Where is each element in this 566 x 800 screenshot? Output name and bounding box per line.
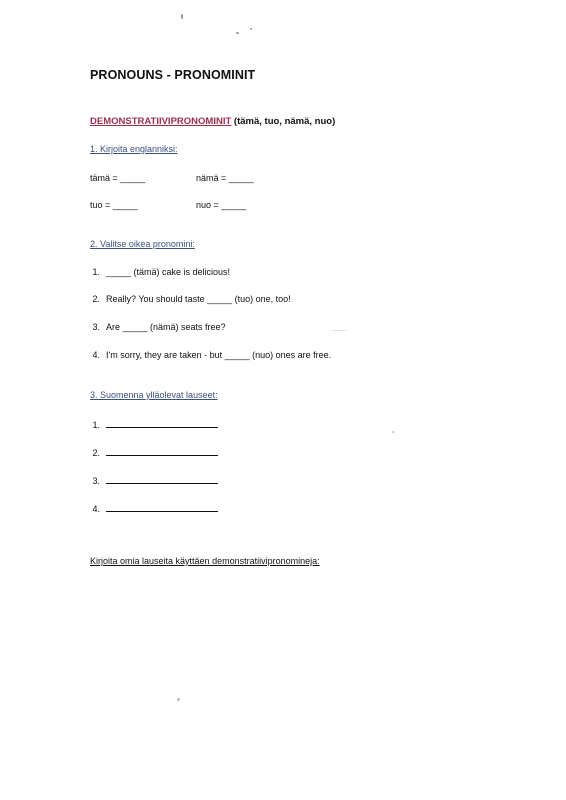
scan-speck [236, 32, 239, 34]
item-sentence: _____ (tämä) cake is delicious! [106, 267, 231, 277]
section1-item-tama: tämä = _____ [90, 173, 146, 183]
section3-item [84, 446, 218, 458]
item-number: 1. [92, 267, 100, 277]
section1-item-nama: nämä = _____ [196, 173, 254, 183]
item-sentence: Are _____ (nämä) seats free? [106, 322, 226, 332]
item-number: 2. [92, 294, 100, 304]
demonstrative-heading [90, 116, 335, 127]
section2-item [84, 322, 226, 332]
section2-item [84, 294, 291, 304]
section1-item-tuo: tuo = _____ [90, 200, 138, 210]
answer-blank-line [106, 446, 218, 456]
item-number: 2. [92, 448, 100, 458]
section3-item [84, 418, 218, 430]
item-number: 1. [92, 420, 100, 430]
section1-heading: 1. Kirjoita englanniksi: [90, 144, 178, 154]
section3-item [84, 502, 218, 514]
answer-blank-line [106, 502, 218, 512]
item-sentence: Really? You should taste _____ (tuo) one, too! [106, 294, 291, 304]
scan-speck [177, 698, 180, 701]
item-number: 3. [92, 476, 100, 486]
demonstrative-pronoun-list: (tämä, tuo, nämä, nuo) [231, 116, 336, 127]
scan-speck [250, 28, 252, 30]
section3-item [84, 474, 218, 486]
item-number: 3. [92, 322, 100, 332]
item-sentence: I'm sorry, they are taken - but _____ (nuo) ones are free. [106, 350, 332, 360]
answer-blank-line [106, 418, 218, 428]
section3-heading: 3. Suomenna ylläolevat lauseet: [90, 390, 218, 400]
section1-item-nuo: nuo = _____ [196, 200, 247, 210]
scan-speck [330, 330, 348, 331]
page-title: PRONOUNS - PRONOMINIT [90, 68, 256, 82]
section2-item [84, 267, 230, 277]
section2-item [84, 350, 331, 360]
section2-heading: 2. Valitse oikea pronomini: [90, 239, 195, 249]
demonstrative-link[interactable]: DEMONSTRATIIVIPRONOMINIT [90, 116, 232, 127]
scan-speck [392, 431, 395, 433]
footer-instruction: Kirjoita omia lauseita käyttäen demonstratiivipronomineja: [90, 556, 320, 566]
item-number: 4. [92, 350, 100, 360]
scan-speck [181, 14, 183, 19]
item-number: 4. [92, 504, 100, 514]
answer-blank-line [106, 474, 218, 484]
